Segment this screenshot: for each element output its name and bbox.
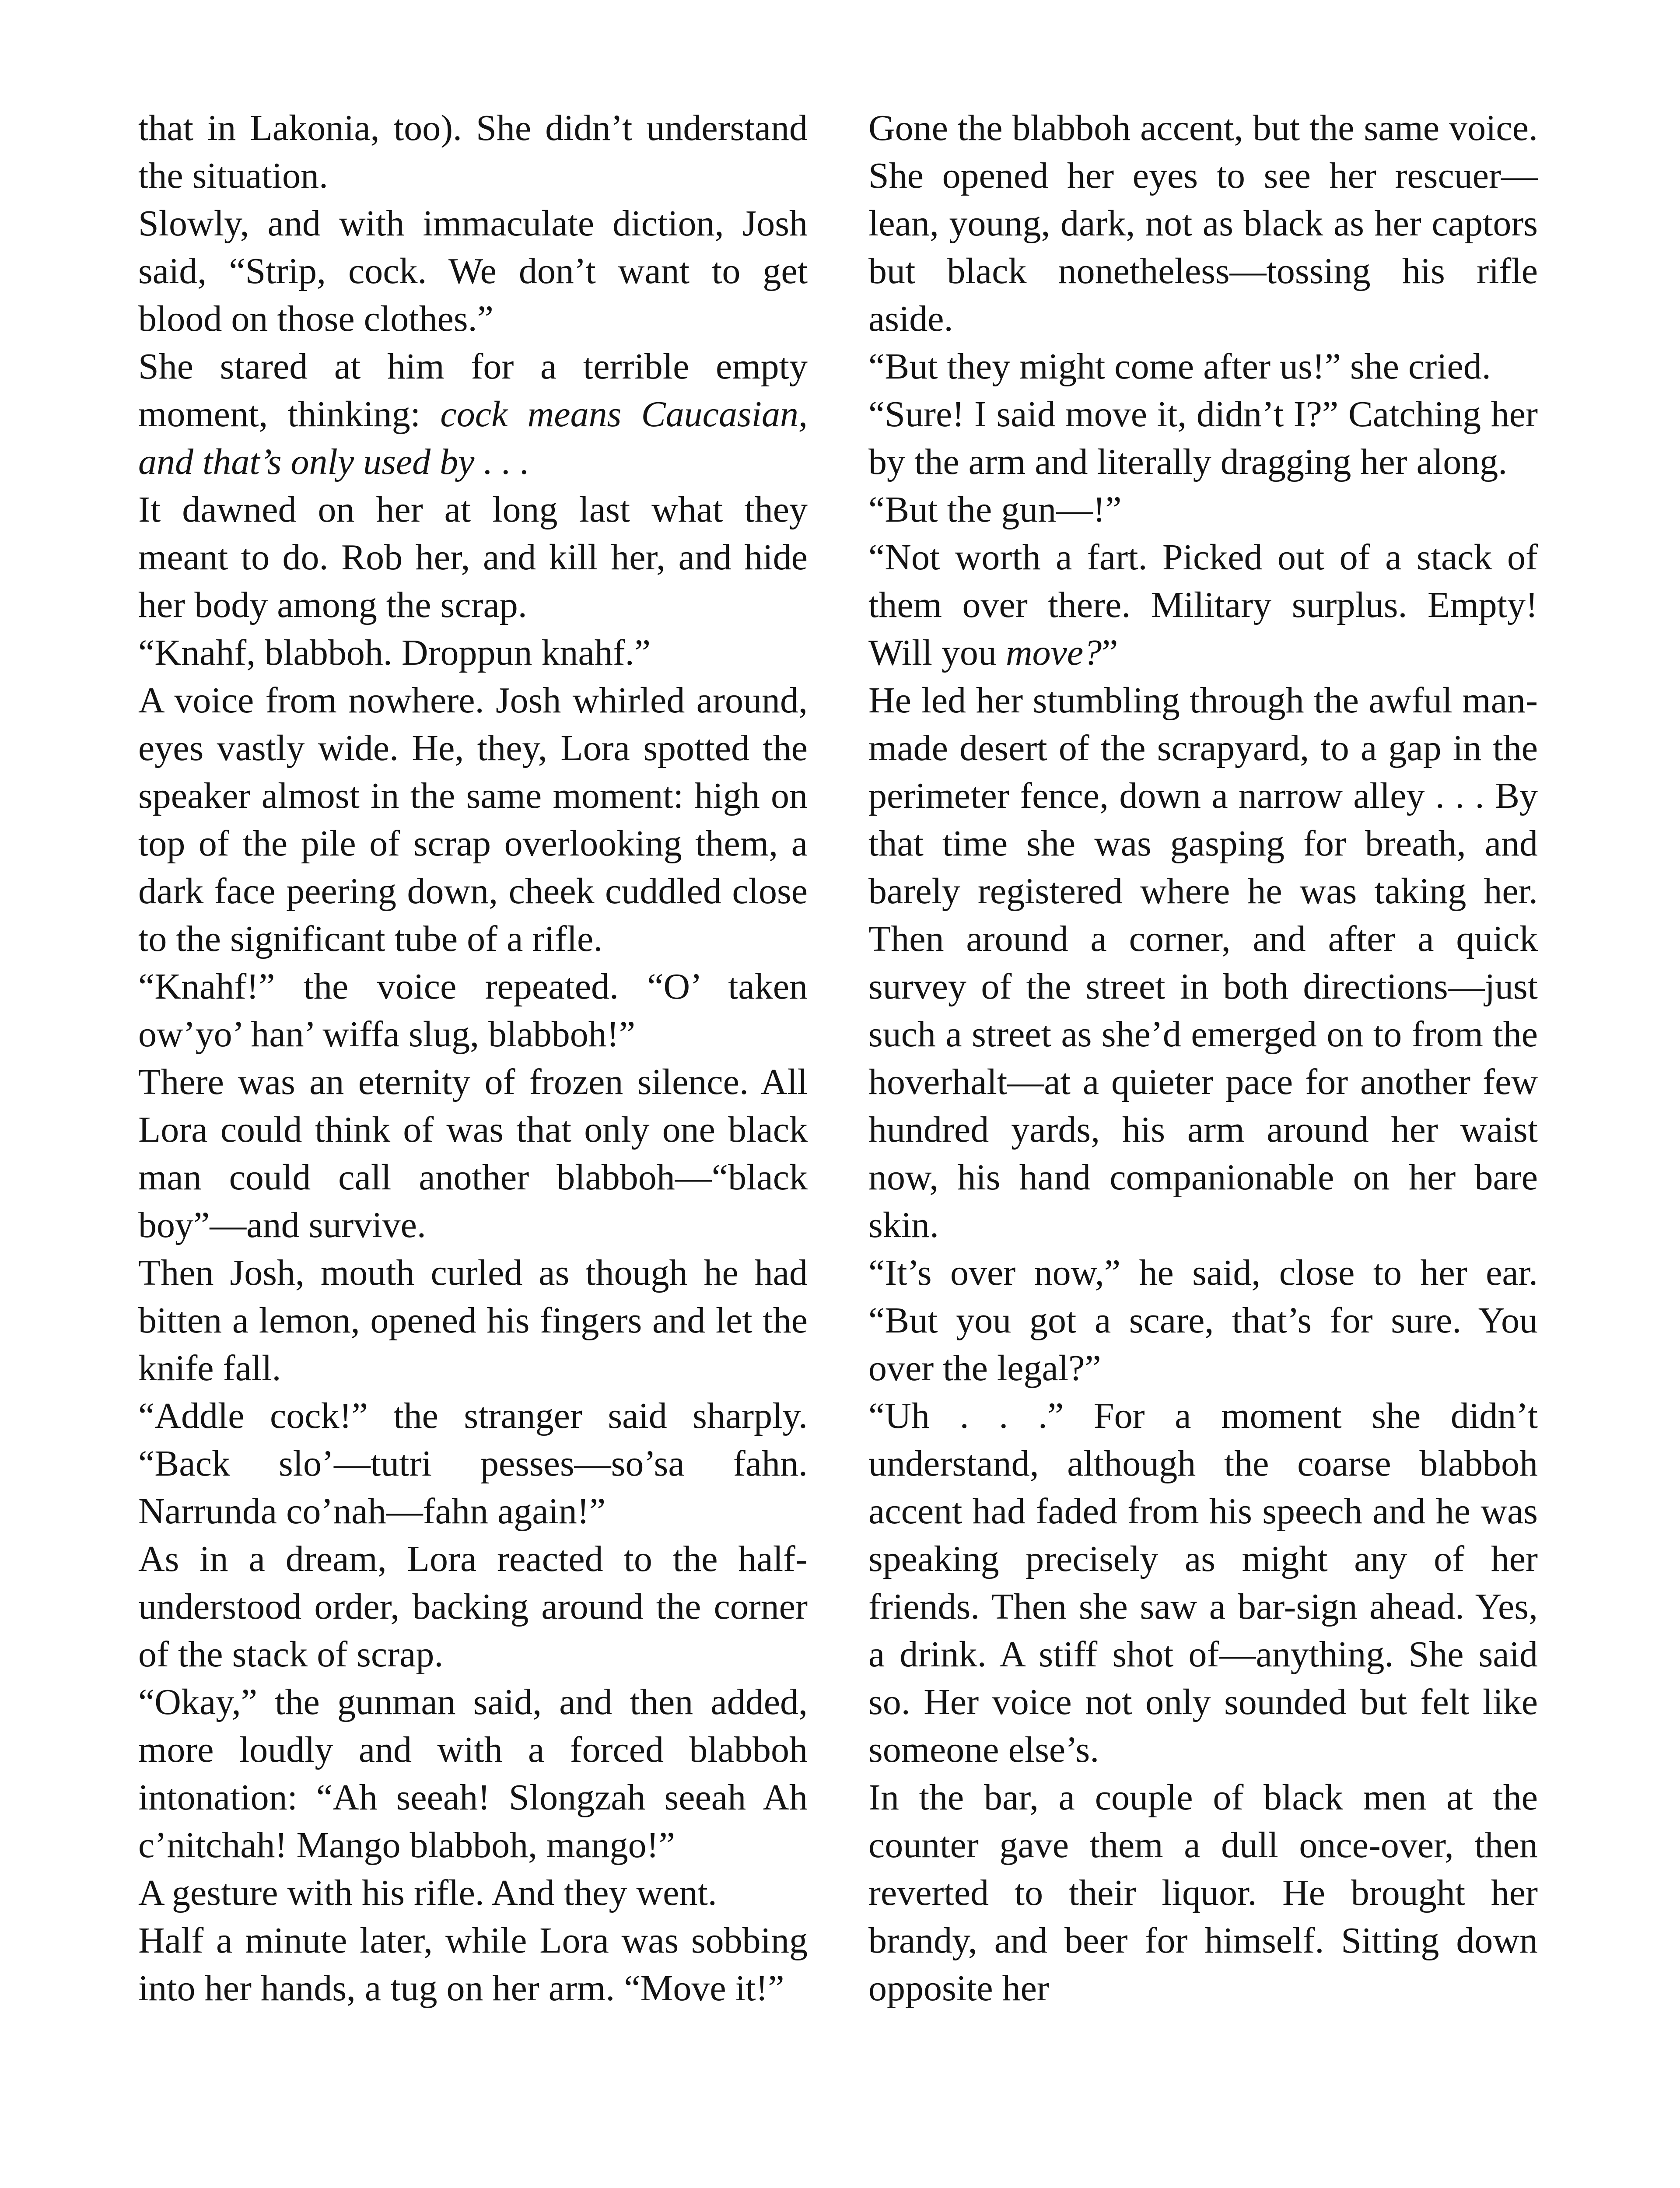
paragraph: Gone the blabboh accent, but the same voice. She opened her eyes to see her rescuer—lean, young, dark, not as black as her captors but black nonetheless—tossing his rifle aside. xyxy=(868,108,1538,339)
paragraph: that in Lakonia, too). She didn’t understand the situation. xyxy=(138,108,808,196)
paragraph: “But the gun—!” xyxy=(868,489,1122,530)
paragraph: She stared at him for a terrible empty moment, thinking: cock means Caucasian, and that’s only used by . . . xyxy=(138,346,808,482)
paragraph: “Knahf!” the voice repeated. “O’ taken ow’yo’ han’ wiffa slug, blabboh!” xyxy=(138,966,808,1055)
paragraph: Then Josh, mouth curled as though he had bitten a lemon, opened his fingers and let the knife fall. xyxy=(138,1252,808,1389)
paragraph: “It’s over now,” he said, close to her ear. “But you got a scare, that’s for sure. You over the legal?” xyxy=(868,1252,1538,1389)
paragraph: A gesture with his rifle. And they went. xyxy=(138,1872,717,1913)
left-text-column xyxy=(138,104,808,2012)
paragraph: “Uh . . .” For a moment she didn’t understand, although the coarse blabboh accent had faded from his speech and he was speaking precisely as might any of her friends. Then she saw a bar-sign ahead. Yes, a drink. A stiff shot of—anything. She said so. Her voice not only sounded but felt like someone else’s. xyxy=(868,1396,1538,1770)
paragraph: A voice from nowhere. Josh whirled around, eyes vastly wide. He, they, Lora spotted the speaker almost in the same moment: high on top of the pile of scrap overlooking them, a dark face peering down, cheek cuddled close to the significant tube of a rifle. xyxy=(138,680,808,959)
paragraph: He led her stumbling through the awful man-made desert of the scrapyard, to a gap in the perimeter fence, down a narrow alley . . . By that time she was gasping for breath, and barely registered where he was taking her. Then around a corner, and after a quick survey of the street in both directions—just such a street as she’d emerged on to from the hoverhalt—at a quieter pace for another few hundred yards, his arm around her waist now, his hand companionable on her bare skin. xyxy=(868,680,1538,1245)
paragraph: “Okay,” the gunman said, and then added, more loudly and with a forced blabboh intonation: “Ah seeah! Slongzah seeah Ah c’nitchah! Mango blabboh, mango!” xyxy=(138,1682,808,1865)
paragraph: As in a dream, Lora reacted to the half-understood order, backing around the corner of the stack of scrap. xyxy=(138,1539,808,1675)
paragraph: It dawned on her at long last what they meant to do. Rob her, and kill her, and hide her body among the scrap. xyxy=(138,489,808,625)
right-text-column xyxy=(868,104,1538,2012)
paragraph: “Sure! I said move it, didn’t I?” Catching her by the arm and literally dragging her along. xyxy=(868,394,1538,482)
paragraph: Half a minute later, while Lora was sobbing into her hands, a tug on her arm. “Move it!” xyxy=(138,1920,808,2009)
paragraph: “Addle cock!” the stranger said sharply. “Back slo’—tutri pesses—so’sa fahn. Narrunda co’nah—fahn again!” xyxy=(138,1396,808,1532)
paragraph: “Knahf, blabboh. Droppun knahf.” xyxy=(138,632,651,673)
paragraph: Slowly, and with immaculate diction, Josh said, “Strip, cock. We don’t want to get blood on those clothes.” xyxy=(138,203,808,339)
paragraph: “Not worth a fart. Picked out of a stack of them over there. Military surplus. Empty! Will you move?” xyxy=(868,537,1538,673)
paragraph: There was an eternity of frozen silence. All Lora could think of was that only one black man could call another blabboh—“black boy”—and survive. xyxy=(138,1062,808,1245)
paragraph: “But they might come after us!” she cried. xyxy=(868,346,1491,387)
paragraph: In the bar, a couple of black men at the counter gave them a dull once-over, then reverted to their liquor. He brought her brandy, and beer for himself. Sitting down opposite her xyxy=(868,1777,1538,2009)
